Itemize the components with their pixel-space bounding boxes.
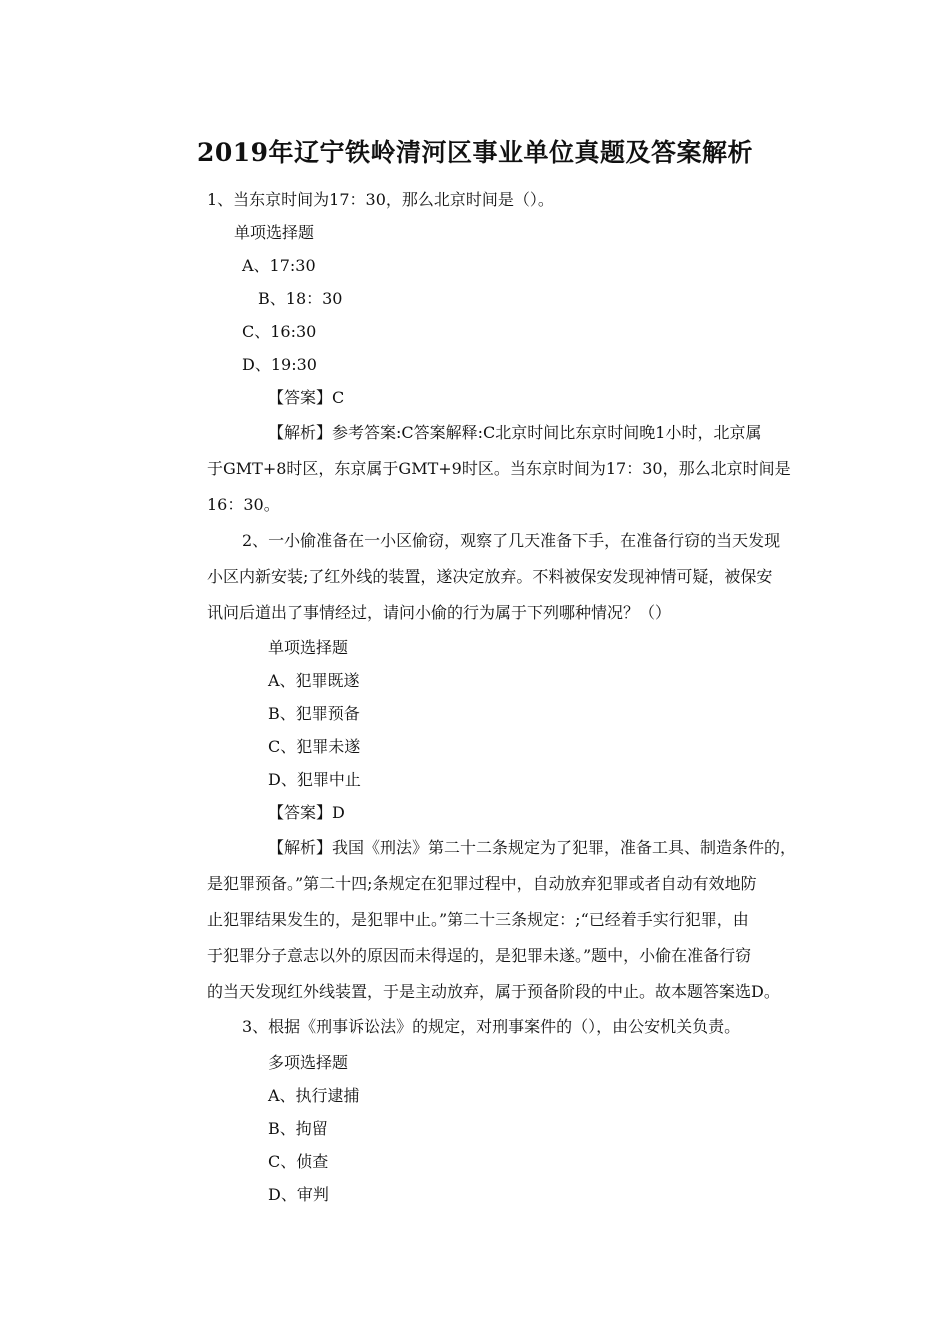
q1-type: 单项选择题 [234,223,315,242]
q2-analysis-line-2: 是犯罪预备。”第二十四;条规定在犯罪过程中，自动放弃犯罪或者自动有效地防 [207,874,757,893]
q2-option-c: C、犯罪未遂 [268,737,361,756]
q2-analysis-line-4: 于犯罪分子意志以外的原因而未得逞的，是犯罪未遂。”题中，小偷在准备行窃 [207,946,752,965]
q3-type: 多项选择题 [268,1053,349,1072]
q1-option-a: A、17:30 [242,256,316,275]
q2-option-d: D、犯罪中止 [268,770,361,789]
q2-answer: 【答案】D [268,803,345,822]
q2-option-b: B、犯罪预备 [268,704,360,723]
q3-option-b: B、拘留 [268,1119,328,1138]
q1-question: 1、当东京时间为17：30，那么北京时间是（）。 [207,190,554,209]
q1-analysis-line-3: 16：30。 [207,495,280,514]
q2-question-line-1: 2、一小偷准备在一小区偷窃，观察了几天准备下手，在准备行窃的当天发现 [242,531,781,550]
q2-analysis-line-3: 止犯罪结果发生的，是犯罪中止。”第二十三条规定：;“已经着手实行犯罪，由 [207,910,749,929]
q2-question-line-2: 小区内新安装;了红外线的装置，遂决定放弃。不料被保安发现神情可疑，被保安 [207,567,773,586]
q1-option-b: B、18：30 [258,289,343,308]
q3-option-c: C、侦查 [268,1152,329,1171]
document-title: 2019年辽宁铁岭清河区事业单位真题及答案解析 [196,138,754,167]
q3-option-a: A、执行逮捕 [268,1086,360,1105]
q2-analysis-line-1: 【解析】我国《刑法》第二十二条规定为了犯罪，准备工具、制造条件的， [268,838,797,857]
q2-question-line-3: 讯问后道出了事情经过，请问小偷的行为属于下列哪种情况？（） [207,603,672,622]
q1-analysis-line-1: 【解析】参考答案:C答案解释:C北京时间比东京时间晚1小时，北京属 [268,423,762,442]
q1-analysis-line-2: 于GMT+8时区，东京属于GMT+9时区。当东京时间为17：30，那么北京时间是 [207,459,791,478]
q2-analysis-line-5: 的当天发现红外线装置，于是主动放弃，属于预备阶段的中止。故本题答案选D。 [207,982,780,1001]
q2-option-a: A、犯罪既遂 [268,671,360,690]
q1-answer: 【答案】C [268,388,345,407]
q1-option-d: D、19:30 [242,355,317,374]
q3-question: 3、根据《刑事诉讼法》的规定，对刑事案件的（），由公安机关负责。 [242,1017,741,1036]
q3-option-d: D、审判 [268,1185,329,1204]
q2-type: 单项选择题 [268,638,349,657]
q1-option-c: C、16:30 [242,322,317,341]
